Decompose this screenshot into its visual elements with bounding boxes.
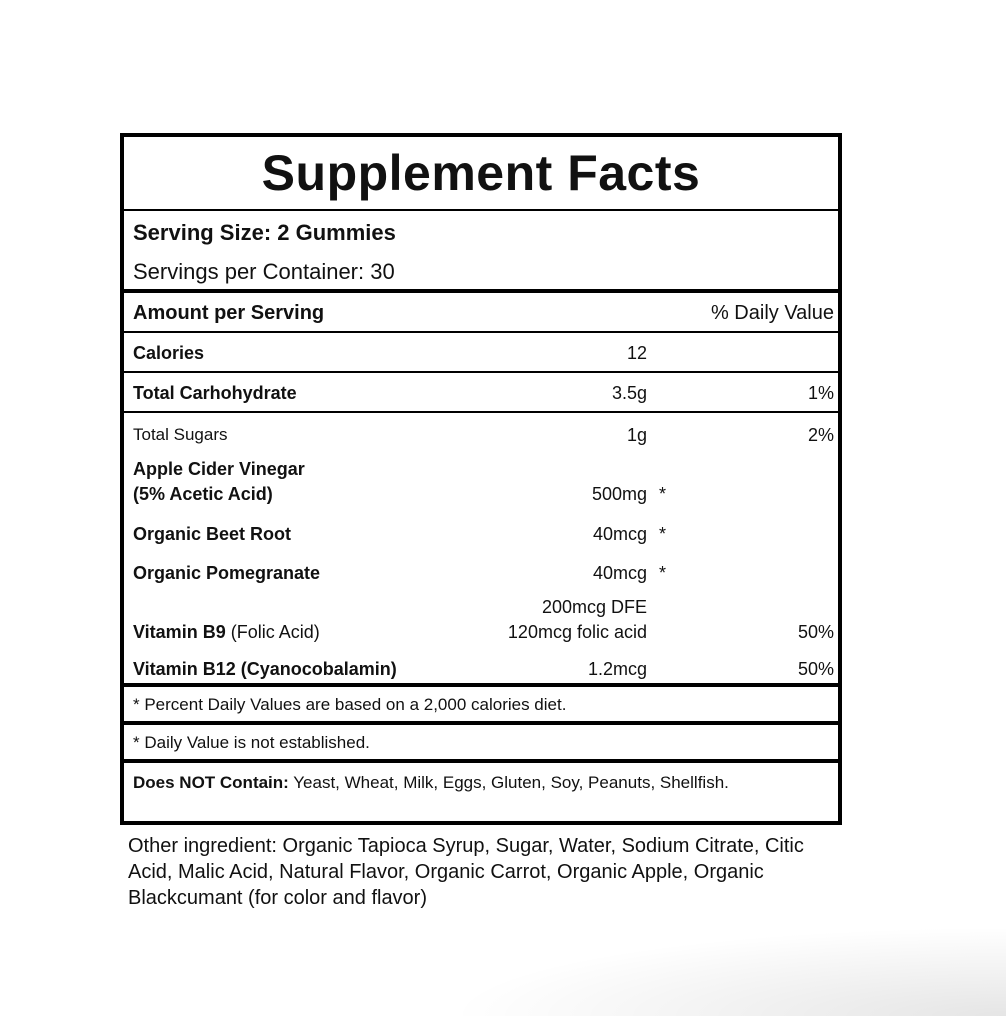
carbohydrate-label: Total Carhohydrate <box>133 383 297 403</box>
vitamin-b9-name: Vitamin B9 <box>133 622 226 642</box>
pomegranate-dv-mark: * <box>659 563 667 583</box>
calories-label: Calories <box>133 343 205 363</box>
vitamin-b12-label: Vitamin B12 (Cyanocobalamin) <box>133 659 397 679</box>
beet-dv-mark: * <box>659 524 667 544</box>
sugars-amount: 1g <box>626 425 647 445</box>
vitamin-b9-row <box>124 597 838 645</box>
carbohydrate-amount: 3.5g <box>611 383 647 403</box>
sugars-label: Total Sugars <box>133 425 228 444</box>
beet-label: Organic Beet Root <box>133 524 292 544</box>
other-ingredients: Other ingredient: Organic Tapioca Syrup, Sugar, Water, Sodium Citrate, Citic Acid, Malic Acid, Natural Flavor, Organic Carrot, Organic Apple, Organic Blackcumant (for color and flavor) <box>128 835 804 909</box>
vitamin-b9-amount-folic: 120mcg folic acid <box>507 622 647 642</box>
vitamin-b12-amount: 1.2mcg <box>587 659 647 679</box>
pomegranate-row <box>124 563 838 587</box>
acv-label-line2: (5% Acetic Acid) <box>133 484 273 504</box>
carbohydrate-row <box>124 373 838 413</box>
serving-info <box>124 211 838 293</box>
vitamin-b12-row <box>124 659 838 683</box>
carbohydrate-dv: 1% <box>807 383 834 403</box>
panel-title: Supplement Facts <box>124 137 838 211</box>
supplement-facts-panel <box>120 133 842 825</box>
percent-dv-footnote-text: * Percent Daily Values are based on a 2,000 calories diet. <box>133 695 567 714</box>
vitamin-b9-dv: 50% <box>797 622 834 642</box>
servings-per-container: Servings per Container: 30 <box>133 259 395 284</box>
acv-label-line1: Apple Cider Vinegar <box>133 459 305 479</box>
beet-amount: 40mcg <box>592 524 647 544</box>
allergen-list: Yeast, Wheat, Milk, Eggs, Gluten, Soy, Peanuts, Shellfish. <box>288 773 729 792</box>
acv-amount: 500mg <box>591 484 647 504</box>
acv-dv-mark: * <box>659 484 667 504</box>
sugars-dv: 2% <box>807 425 834 445</box>
calories-amount: 12 <box>626 343 647 363</box>
dv-not-established-footnote <box>124 725 838 763</box>
vitamin-b12-dv: 50% <box>797 659 834 679</box>
beet-row <box>124 524 838 548</box>
amount-per-serving-label: Amount per Serving <box>133 302 325 324</box>
sugars-row <box>124 425 838 449</box>
background-shadow <box>446 926 1006 1016</box>
percent-dv-footnote <box>124 687 838 725</box>
vitamin-b9-amount-dfe: 200mcg DFE <box>541 597 647 617</box>
vitamin-b9-detail: (Folic Acid) <box>225 622 320 642</box>
amount-header-row <box>124 293 838 333</box>
acv-row <box>124 459 838 509</box>
nutrient-list <box>124 413 838 687</box>
pomegranate-amount: 40mcg <box>592 563 647 583</box>
does-not-contain-label: Does NOT Contain: <box>133 773 289 792</box>
daily-value-header: % Daily Value <box>710 302 834 324</box>
vitamin-b9-label <box>133 622 320 643</box>
allergen-text <box>133 771 808 795</box>
allergen-statement <box>124 763 838 821</box>
dv-not-established-text: * Daily Value is not established. <box>133 733 370 752</box>
calories-row <box>124 333 838 373</box>
pomegranate-label: Organic Pomegranate <box>133 563 321 583</box>
serving-size: Serving Size: 2 Gummies <box>133 220 396 245</box>
